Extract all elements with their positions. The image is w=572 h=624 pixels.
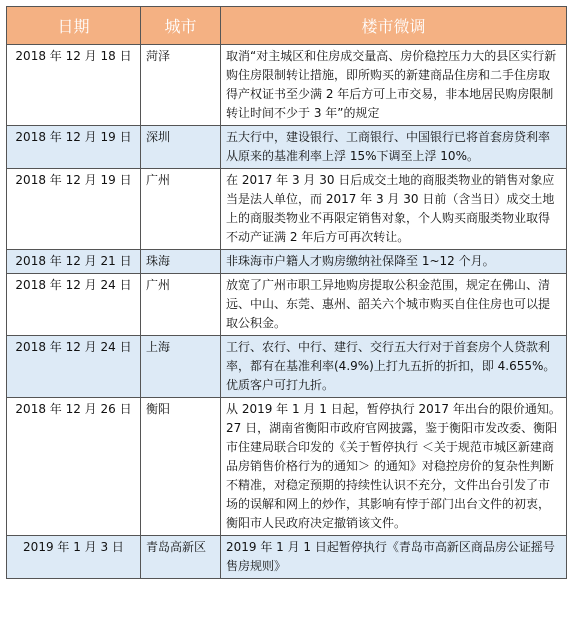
- policy-cell: 非珠海市户籍人才购房缴纳社保降至 1~12 个月。: [221, 250, 567, 274]
- policy-cell: 工行、农行、中行、建行、交行五大行对于首套房个人贷款利率，都有在基准利率(4.9%)上打九五折的折扣，即 4.655%。优质客户可打九折。: [221, 336, 567, 398]
- city-cell: 菏泽: [141, 45, 221, 126]
- date-cell: 2018 年 12 月 26 日: [7, 398, 141, 536]
- city-cell: 珠海: [141, 250, 221, 274]
- city-cell: 广州: [141, 169, 221, 250]
- header-city: 城市: [141, 7, 221, 45]
- policy-cell: 在 2017 年 3 月 30 日后成交土地的商服类物业的销售对象应当是法人单位，而 2017 年 3 月 30 日前（含当日）成交土地上的商服类物业不再限定销售对象，个人购买商服类物业取得不动产证满 2 年后方可再次转让。: [221, 169, 567, 250]
- table-row: [7, 45, 567, 126]
- date-cell: 2018 年 12 月 24 日: [7, 274, 141, 336]
- date-cell: 2018 年 12 月 19 日: [7, 169, 141, 250]
- date-cell: 2018 年 12 月 19 日: [7, 126, 141, 169]
- date-cell: 2018 年 12 月 21 日: [7, 250, 141, 274]
- policy-cell: 取消“对主城区和住房成交量高、房价稳控压力大的县区实行新购住房限制转让措施，即所购买的新建商品住房和二手住房取得产权证书至少满 2 年后方可上市交易，非本地居民购房限制转让时间不少于 3 年”的规定: [221, 45, 567, 126]
- city-cell: 青岛高新区: [141, 536, 221, 579]
- city-cell: 上海: [141, 336, 221, 398]
- table-row: [7, 126, 567, 169]
- city-cell: 广州: [141, 274, 221, 336]
- table-row: [7, 169, 567, 250]
- date-cell: 2018 年 12 月 18 日: [7, 45, 141, 126]
- header-policy: 楼市微调: [221, 7, 567, 45]
- table-row: [7, 274, 567, 336]
- policy-cell: 放宽了广州市职工异地购房提取公积金范围，规定在佛山、清远、中山、东莞、惠州、韶关六个城市购买自住住房也可以提取公积金。: [221, 274, 567, 336]
- date-cell: 2019 年 1 月 3 日: [7, 536, 141, 579]
- table-row: [7, 250, 567, 274]
- policy-cell: 从 2019 年 1 月 1 日起，暂停执行 2017 年出台的限价通知。27 日，湖南省衡阳市政府官网披露，鉴于衡阳市发改委、衡阳市住建局联合印发的《关于暂停执行 ＜关于规范市城区新建商品房销售价格行为的通知＞ 的通知》对稳控房价的复杂性判断不精准，对稳定预期的持续性认识不充分，文件出台引发了市场的误解和网上的炒作，其影响有悖于部门出台文件的初衷，衡阳市人民政府决定撤销该文件。: [221, 398, 567, 536]
- header-date: 日期: [7, 7, 141, 45]
- header-row: [7, 7, 567, 45]
- city-cell: 衡阳: [141, 398, 221, 536]
- policy-cell: 五大行中，建设银行、工商银行、中国银行已将首套房贷利率从原来的基准利率上浮 15%下调至上浮 10%。: [221, 126, 567, 169]
- table-row: [7, 398, 567, 536]
- date-cell: 2018 年 12 月 24 日: [7, 336, 141, 398]
- table-row: [7, 536, 567, 579]
- policy-table: [6, 6, 567, 579]
- policy-cell: 2019 年 1 月 1 日起暂停执行《青岛市高新区商品房公证摇号售房规则》: [221, 536, 567, 579]
- table-row: [7, 336, 567, 398]
- city-cell: 深圳: [141, 126, 221, 169]
